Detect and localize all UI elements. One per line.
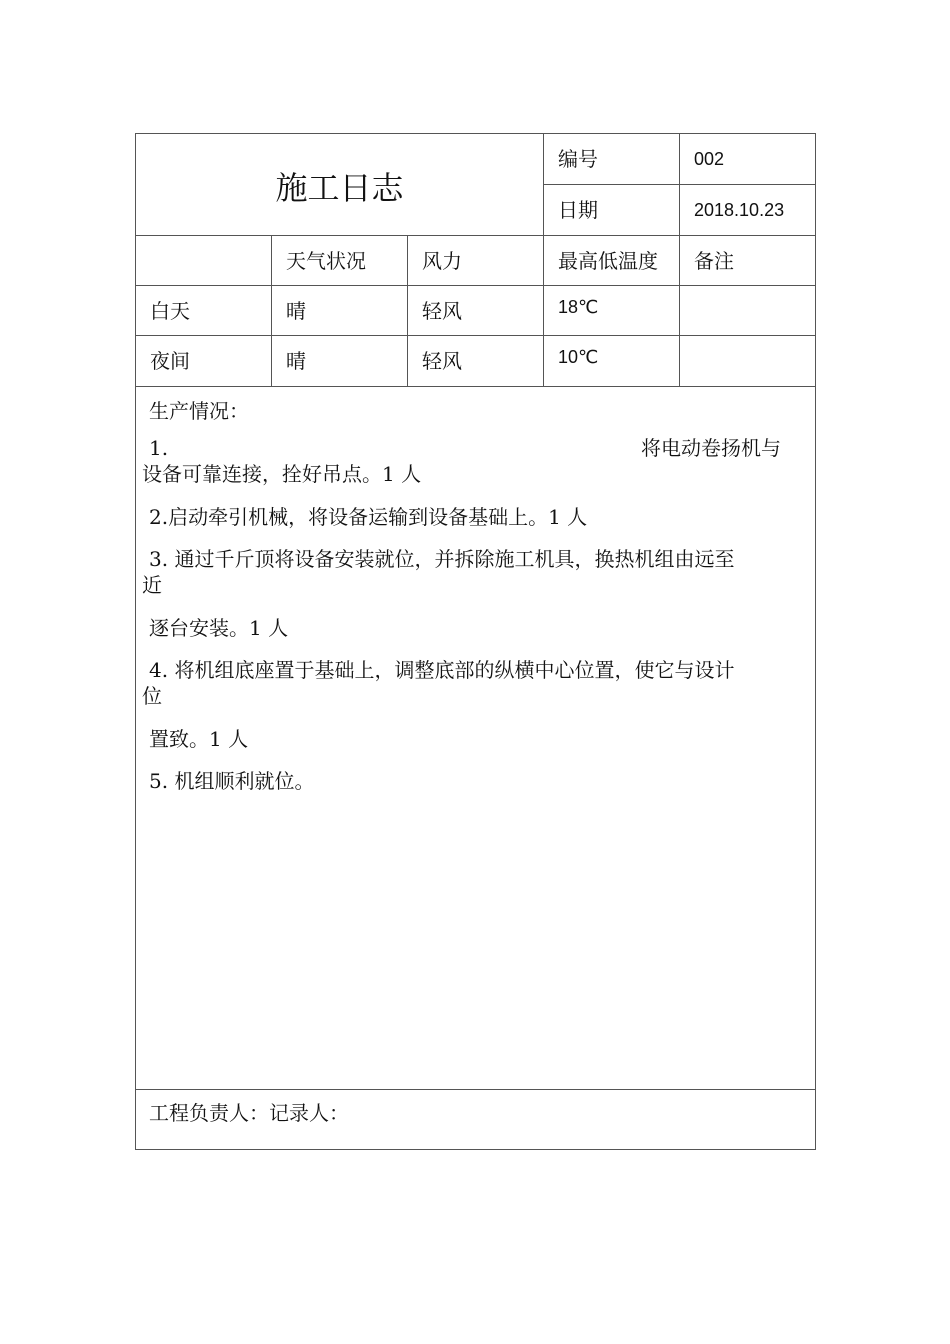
table-row-night-period bbox=[136, 336, 272, 387]
table-row-night-condition bbox=[272, 336, 408, 387]
number-label: 编号 bbox=[558, 147, 598, 171]
production-section bbox=[136, 387, 815, 1090]
night-condition-text: 晴 bbox=[286, 349, 306, 373]
night-wind-text: 轻风 bbox=[422, 349, 462, 373]
table-row-day-wind bbox=[408, 286, 544, 336]
date-value-cell bbox=[680, 185, 815, 236]
production-step-4-line-2: 置致。1 人 bbox=[149, 727, 249, 751]
night-period-text: 夜间 bbox=[150, 349, 190, 373]
day-wind-text: 轻风 bbox=[422, 299, 462, 323]
signature-labels: 工程负责人：记录人： bbox=[149, 1101, 349, 1125]
production-step-3-continued: 近 bbox=[142, 573, 162, 597]
weather-header-remarks bbox=[680, 236, 815, 286]
day-condition-text: 晴 bbox=[286, 299, 306, 323]
day-period-text: 白天 bbox=[150, 299, 190, 323]
page-title: 施工日志 bbox=[275, 169, 404, 207]
production-step-5: 5. 机组顺利就位。 bbox=[149, 769, 315, 793]
table-row-day-remarks bbox=[680, 286, 815, 336]
date-label-cell bbox=[544, 185, 680, 236]
production-step-4-continued: 位 bbox=[142, 684, 162, 708]
number-value-cell bbox=[680, 134, 815, 185]
weather-header-condition bbox=[272, 236, 408, 286]
number-label-cell bbox=[544, 134, 680, 185]
table-row-night-wind bbox=[408, 336, 544, 387]
production-step-1-tail: 将电动卷扬机与 bbox=[641, 436, 781, 460]
production-step-4: 4. 将机组底座置于基础上，调整底部的纵横中心位置，使它与设计 bbox=[149, 658, 735, 682]
production-step-3-line-2: 逐台安装。1 人 bbox=[149, 616, 289, 640]
weather-header-condition-text: 天气状况 bbox=[286, 249, 366, 273]
weather-header-wind-text: 风力 bbox=[422, 249, 462, 273]
weather-header-blank bbox=[136, 236, 272, 286]
date-value: 2018.10.23 bbox=[694, 200, 785, 220]
date-label: 日期 bbox=[558, 198, 598, 222]
production-step-3: 3. 通过千斤顶将设备安装就位，并拆除施工机具，换热机组由远至 bbox=[149, 547, 735, 571]
signature-row bbox=[136, 1090, 815, 1149]
weather-header-wind bbox=[408, 236, 544, 286]
table-row-night-temperature bbox=[544, 336, 680, 387]
construction-log-form bbox=[135, 133, 816, 1150]
day-temperature-text: 18℃ bbox=[558, 297, 599, 317]
weather-header-temperature bbox=[544, 236, 680, 286]
weather-header-temperature-text: 最高低温度 bbox=[558, 249, 658, 273]
production-step-1-continued: 设备可靠连接，拴好吊点。1 人 bbox=[142, 462, 422, 486]
number-value: 002 bbox=[694, 149, 725, 169]
production-heading: 生产情况： bbox=[149, 399, 249, 423]
production-step-2: 2.启动牵引机械，将设备运输到设备基础上。1 人 bbox=[149, 505, 588, 529]
weather-header-remarks-text: 备注 bbox=[694, 249, 734, 273]
table-row-night-remarks bbox=[680, 336, 815, 387]
table-row-day-temperature bbox=[544, 286, 680, 336]
night-temperature-text: 10℃ bbox=[558, 347, 599, 367]
table-row-day-condition bbox=[272, 286, 408, 336]
table-row-day-period bbox=[136, 286, 272, 336]
production-step-1-number: 1. bbox=[149, 436, 169, 460]
title-cell bbox=[136, 134, 544, 236]
